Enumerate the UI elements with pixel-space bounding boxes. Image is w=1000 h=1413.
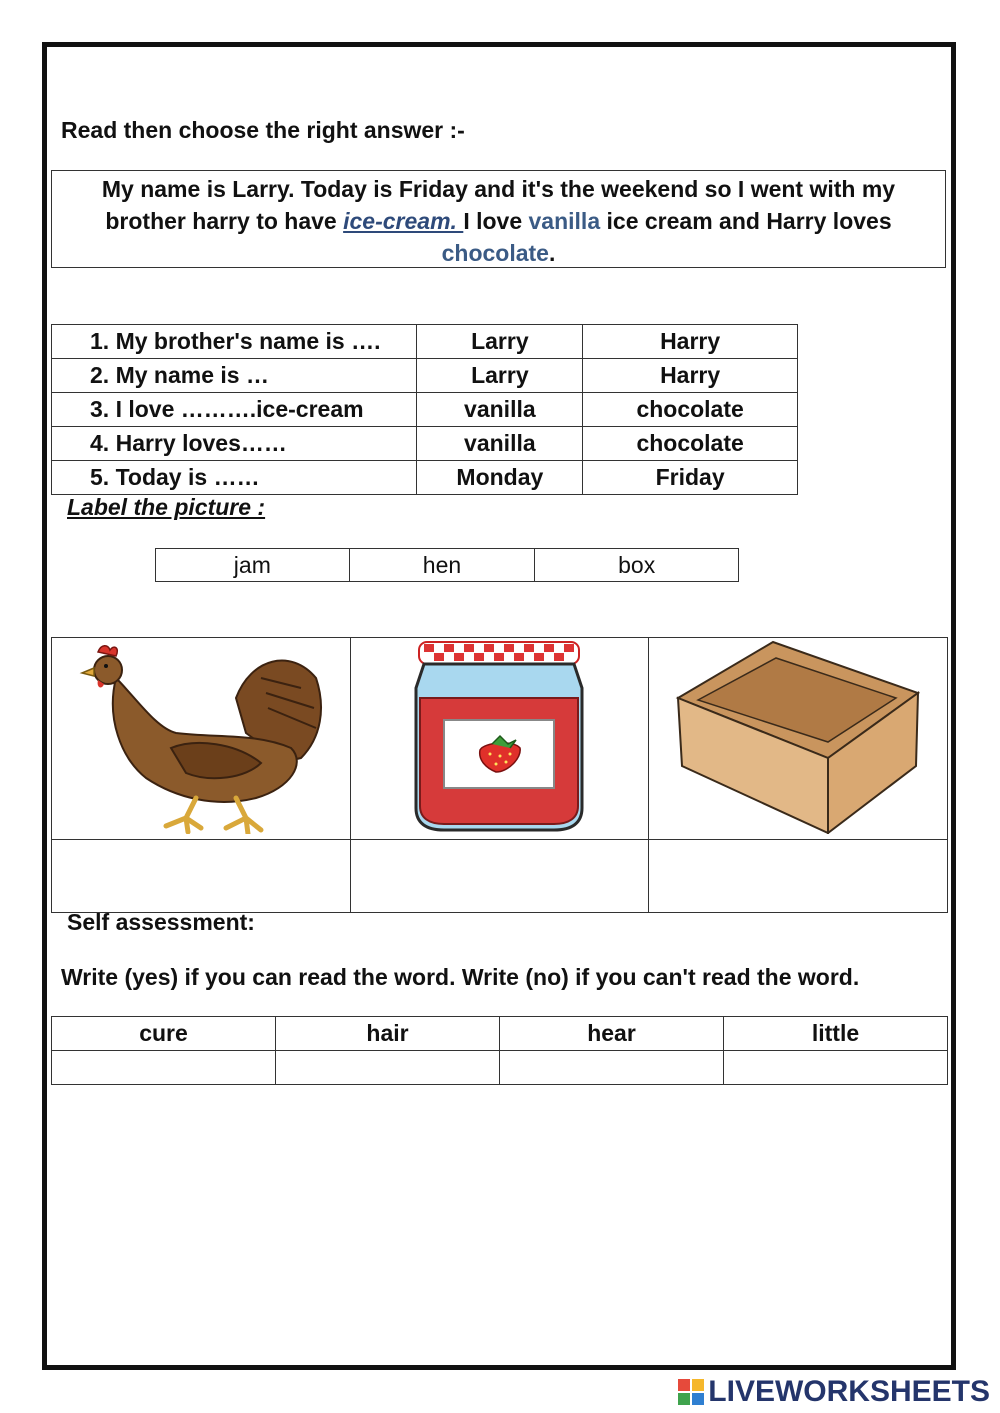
passage-text: . — [548, 240, 556, 266]
quiz-row — [52, 393, 798, 427]
answer-input-cell[interactable] — [724, 1051, 948, 1085]
quiz-row — [52, 325, 798, 359]
liveworksheets-logo — [678, 1375, 990, 1409]
jam-jar-image — [404, 638, 594, 834]
answer-option[interactable]: chocolate — [583, 427, 798, 461]
quiz-row — [52, 461, 798, 495]
reading-passage — [51, 170, 946, 268]
answer-option[interactable]: Friday — [583, 461, 798, 495]
answer-option[interactable]: chocolate — [583, 393, 798, 427]
quiz-row — [52, 359, 798, 393]
answer-input-cell[interactable] — [500, 1051, 724, 1085]
label-picture-title: Label the picture : — [67, 494, 266, 520]
answer-option[interactable]: Harry — [583, 325, 798, 359]
word-cell: hair — [276, 1017, 500, 1051]
question-cell: 3. I love ……….ice-cream — [52, 393, 417, 427]
self-assessment-instruction: Write (yes) if you can read the word. Write (no) if you can't read the word. — [61, 964, 860, 990]
brand-name: LIVEWORKSHEETS — [708, 1375, 990, 1408]
answer-option[interactable]: Harry — [583, 359, 798, 393]
passage-vanilla: vanilla — [528, 208, 601, 234]
answer-option[interactable]: Monday — [417, 461, 583, 495]
word-check-table — [51, 1016, 948, 1085]
passage-chocolate: chocolate — [441, 240, 549, 266]
word-bank — [155, 548, 739, 582]
liveworksheets-logo-icon — [678, 1379, 704, 1405]
hen-image — [76, 638, 326, 834]
word-cell: cure — [52, 1017, 276, 1051]
quiz-row — [52, 427, 798, 461]
instruction-heading: Read then choose the right answer :- — [61, 117, 465, 143]
word-bank-item[interactable]: box — [535, 549, 739, 582]
passage-text: ice cream and Harry loves — [600, 208, 892, 234]
question-cell: 4. Harry loves…… — [52, 427, 417, 461]
answer-box-box[interactable] — [649, 840, 948, 913]
answer-option[interactable]: vanilla — [417, 393, 583, 427]
question-cell: 5. Today is …… — [52, 461, 417, 495]
answer-option[interactable]: Larry — [417, 325, 583, 359]
word-bank-item[interactable]: hen — [349, 549, 535, 582]
answer-option[interactable]: Larry — [417, 359, 583, 393]
word-bank-item[interactable]: jam — [156, 549, 350, 582]
passage-text: I love — [463, 208, 529, 234]
answer-option[interactable]: vanilla — [417, 427, 583, 461]
passage-line-2 — [52, 205, 945, 237]
answer-input-cell[interactable] — [276, 1051, 500, 1085]
picture-table — [51, 637, 948, 913]
passage-line-1: My name is Larry. Today is Friday and it's the weekend so I went with my — [101, 176, 896, 202]
hen-picture-cell — [52, 638, 351, 840]
box-picture-cell — [649, 638, 948, 840]
passage-line-3 — [52, 237, 945, 269]
answer-box-hen[interactable] — [52, 840, 351, 913]
jam-picture-cell — [350, 638, 648, 840]
passage-text: brother harry to have — [105, 208, 344, 234]
word-cell: little — [724, 1017, 948, 1051]
word-cell: hear — [500, 1017, 724, 1051]
quiz-table — [51, 324, 798, 495]
answer-input-cell[interactable] — [52, 1051, 276, 1085]
answer-box-jam[interactable] — [350, 840, 648, 913]
question-cell: 2. My name is … — [52, 359, 417, 393]
question-cell: 1. My brother's name is …. — [52, 325, 417, 359]
passage-icecream: ice-cream. — [343, 208, 464, 234]
self-assessment-title: Self assessment: — [67, 909, 255, 935]
box-image — [668, 638, 928, 834]
